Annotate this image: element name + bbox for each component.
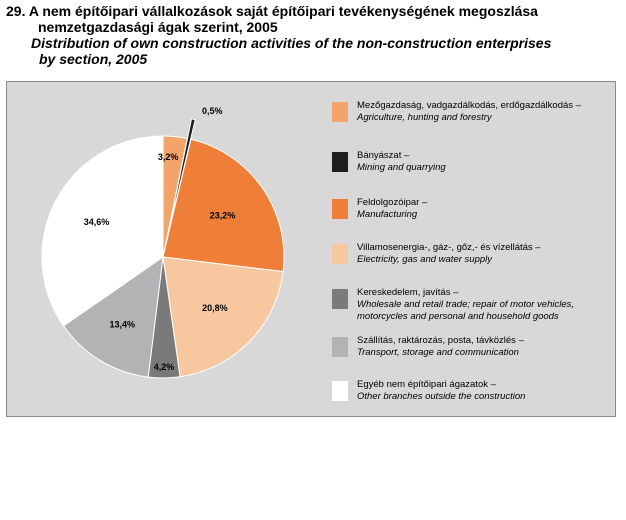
legend-swatch-electricity	[332, 244, 348, 264]
chart-panel	[6, 81, 616, 417]
legend-swatch-agriculture	[332, 102, 348, 122]
legend-swatch-other	[332, 381, 348, 401]
legend-label-hu: Mezőgazdaság, vadgazdálkodás, erdőgazdálkodás –	[357, 100, 581, 111]
title-hu-line1: 29. A nem építőipari vállalkozások saját építőipari tevékenységének megoszlása	[6, 3, 538, 19]
legend-swatch-manufacturing	[332, 199, 348, 219]
title-hu-line2: nemzetgazdasági ágak szerint, 2005	[38, 19, 278, 35]
pie-label-other-branches-outside-the-construction: 34,6%	[83, 217, 110, 228]
legend-swatch-transport	[332, 337, 348, 357]
legend-label-hu: Villamosenergia-, gáz-, gőz,- és vízellátás –	[357, 242, 541, 253]
legend-label-en: Transport, storage and communication	[357, 347, 519, 358]
legend-label-en: Mining and quarrying	[357, 162, 446, 173]
title-en-line1: Distribution of own construction activities of the non-construction enterprises	[31, 35, 552, 51]
legend-label-en: Wholesale and retail trade; repair of motor vehicles, motorcycles and personal and household goods	[357, 299, 575, 322]
pie-label-mining-and-quarrying: 0,5%	[202, 106, 223, 117]
legend-label-hu: Feldolgozóipar –	[357, 197, 428, 208]
legend-label-en: Other branches outside the construction	[357, 391, 526, 402]
legend-label-hu: Kereskedelem, javítás –	[357, 287, 459, 298]
legend-label-hu: Egyéb nem építőipari ágazatok –	[357, 379, 496, 390]
pie-label-electricity-gas-and-water-supply: 20,8%	[202, 302, 228, 313]
title-block	[6, 3, 622, 67]
legend-swatch-trade	[332, 289, 348, 309]
pie-label-transport-storage-and-communication: 13,4%	[109, 319, 136, 330]
pie-chart	[7, 82, 327, 416]
legend-label-hu: Bányászat –	[357, 150, 410, 161]
legend-label-hu: Szállítás, raktározás, posta, távközlés –	[357, 335, 524, 346]
pie-label-wholesale-and-retail-trade-repair-of-motor-vehicles-motorcycles-and-personal-and-household-goods: 4,2%	[153, 362, 175, 373]
legend-label-en: Agriculture, hunting and forestry	[357, 112, 492, 123]
pie-label-agriculture-hunting-and-forestry: 3,2%	[157, 152, 179, 163]
legend-swatch-mining	[332, 152, 348, 172]
legend-label-en: Electricity, gas and water supply	[357, 254, 492, 265]
pie-slice-electricity-gas-and-water-supply	[163, 257, 283, 377]
legend-label-en: Manufacturing	[357, 209, 418, 220]
title-en-line2: by section, 2005	[39, 51, 148, 67]
pie-label-manufacturing: 23,2%	[209, 210, 236, 221]
